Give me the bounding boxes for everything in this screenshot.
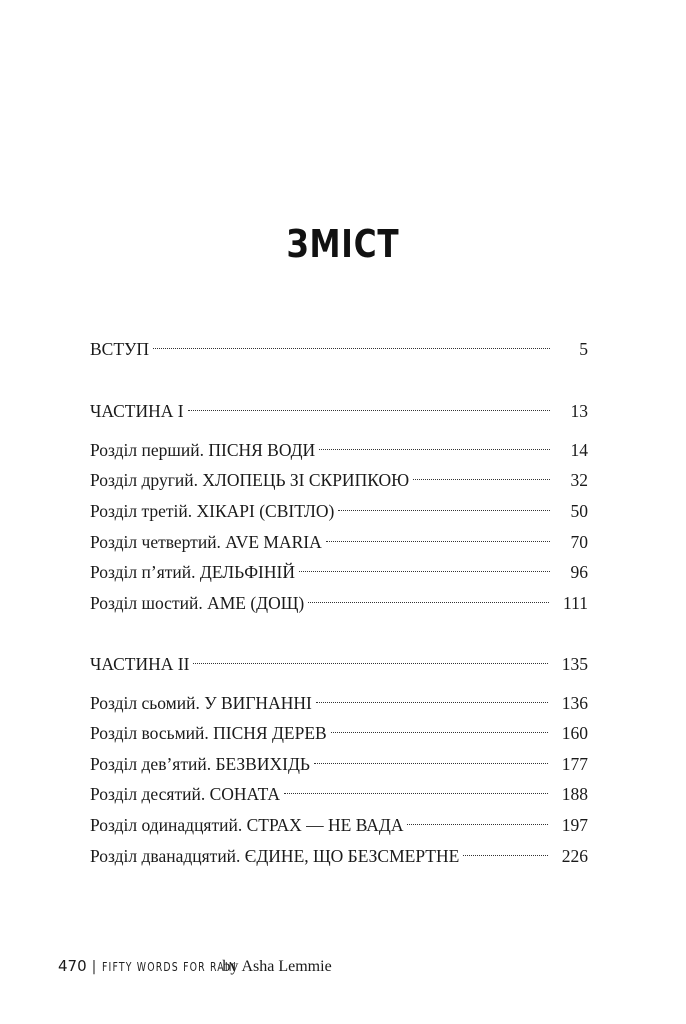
toc-entry-label: Розділ сьомий. У ВИГНАННІ [90, 693, 312, 713]
dot-leader [316, 685, 562, 709]
toc-entry-label: Розділ дев’ятий. БЕЗВИХІДЬ [90, 754, 310, 774]
dot-leader [308, 585, 563, 609]
dot-leader [314, 746, 562, 770]
toc-entry-part-1[interactable] [90, 393, 588, 421]
toc-entry-label: Розділ дванадцятий. ЄДИНЕ, ЩО БЕЗСМЕРТНЕ [90, 846, 460, 866]
toc-entry-label: Розділ одинадцятий. СТРАХ — НЕ ВАДА [90, 815, 404, 835]
toc-entry-label: ЧАСТИНА II [90, 654, 190, 674]
toc-entry-page: 111 [563, 593, 588, 613]
toc-entry-chapter-2[interactable] [90, 462, 588, 490]
toc-entry-page: 5 [579, 339, 588, 359]
running-footer [58, 955, 332, 978]
toc-entry-label: Розділ перший. ПІСНЯ ВОДИ [90, 440, 316, 460]
dot-leader [326, 524, 564, 548]
toc-entry-part-2[interactable] [90, 646, 588, 674]
dot-leader [407, 807, 561, 831]
toc-entry-label: Розділ третій. ХІКАРІ (СВІТЛО) [90, 501, 335, 521]
dot-leader [413, 462, 564, 486]
dot-leader [331, 715, 562, 739]
toc-entry-chapter-5[interactable] [90, 554, 588, 582]
page-title: ЗМІСТ [286, 222, 400, 266]
toc-entry-label: Розділ другий. ХЛОПЕЦЬ ЗІ СКРИПКОЮ [90, 470, 410, 490]
dot-leader [188, 393, 564, 417]
toc-entry-page: 14 [570, 440, 588, 460]
toc-entry-chapter-4[interactable] [90, 524, 588, 552]
toc-entry-intro[interactable] [90, 331, 588, 359]
toc-entry-chapter-9[interactable] [90, 746, 588, 774]
dot-leader [284, 776, 562, 800]
toc-entry-label: Розділ четвертий. AVE MARIA [90, 532, 322, 552]
dot-leader [153, 331, 564, 355]
dot-leader [319, 432, 564, 456]
dot-leader [338, 493, 564, 517]
toc-entry-chapter-10[interactable] [90, 776, 588, 804]
toc-entry-label: Розділ десятий. СОНАТА [90, 784, 281, 804]
dot-leader [193, 646, 561, 670]
toc-entry-chapter-6[interactable] [90, 585, 588, 613]
toc-entry-page: 32 [570, 470, 588, 490]
footer-separator: | [91, 959, 97, 975]
toc-entry-page: 177 [561, 754, 588, 774]
toc-entry-chapter-11[interactable] [90, 807, 588, 835]
folio-page-number: 470 [58, 957, 87, 975]
toc-entry-chapter-1[interactable] [90, 432, 588, 460]
dot-leader [299, 554, 564, 578]
toc-entry-page: 50 [570, 501, 588, 521]
toc-entry-chapter-8[interactable] [90, 715, 588, 743]
toc-entry-page: 197 [561, 815, 588, 835]
footer-book-title: FIFTY WORDS FOR RAIN [102, 960, 238, 974]
toc-entry-chapter-3[interactable] [90, 493, 588, 521]
toc-entry-page: 160 [561, 723, 588, 743]
toc-entry-page: 70 [570, 532, 588, 552]
toc-entry-page: 136 [561, 693, 588, 713]
footer-author: by Asha Lemmie [222, 958, 332, 975]
toc-entry-label: ВСТУП [90, 339, 150, 359]
toc-entry-label: Розділ шостий. АМЕ (ДОЩ) [90, 593, 305, 613]
toc-entry-page: 96 [570, 562, 588, 582]
toc-entry-label: ЧАСТИНА I [90, 401, 184, 421]
toc-entry-page: 188 [561, 784, 588, 804]
toc-entry-page: 13 [570, 401, 588, 421]
toc-entry-chapter-7[interactable] [90, 685, 588, 713]
toc-entry-page: 226 [561, 846, 588, 866]
toc-entry-label: Розділ восьмий. ПІСНЯ ДЕРЕВ [90, 723, 327, 743]
toc-entry-label: Розділ п’ятий. ДЕЛЬФІНІЙ [90, 562, 295, 582]
dot-leader [463, 838, 561, 862]
toc-entry-chapter-12[interactable] [90, 838, 588, 866]
toc-entry-page: 135 [561, 654, 588, 674]
